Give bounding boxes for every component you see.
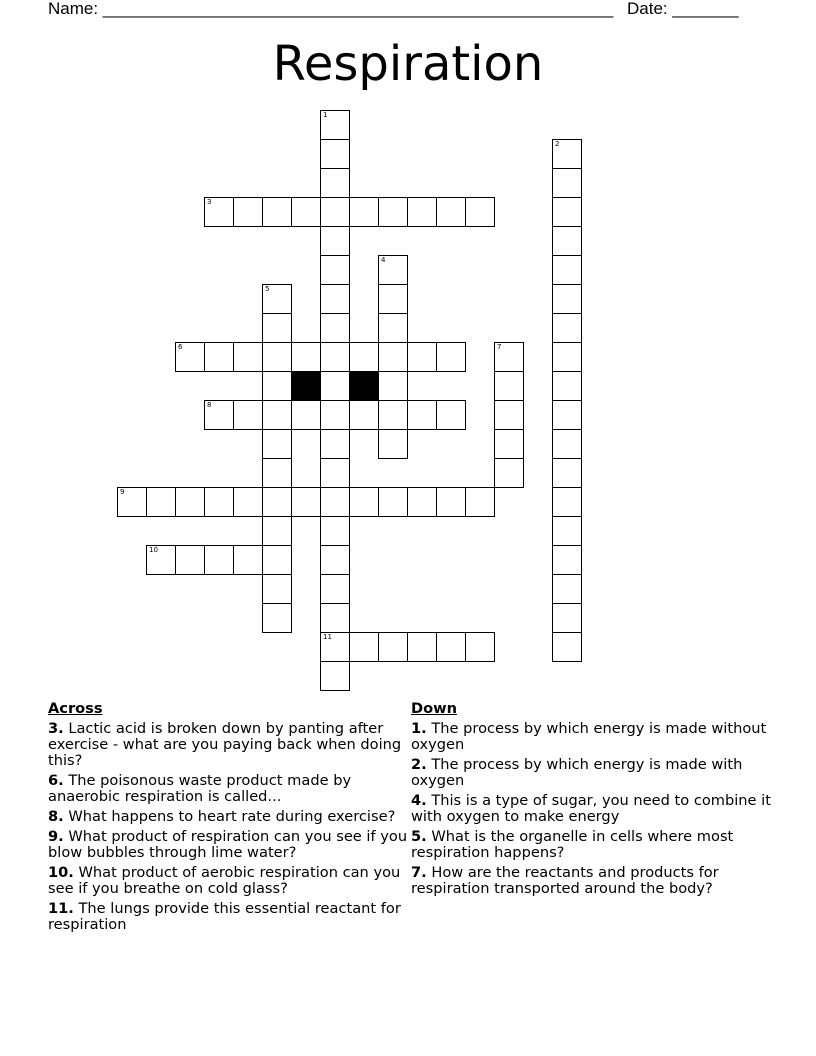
grid-cell[interactable] (262, 371, 292, 401)
clue-across-6: 6. The poisonous waste product made by anaerobic respiration is called... (48, 772, 352, 805)
grid-cell[interactable] (233, 487, 263, 517)
grid-cell[interactable] (320, 226, 350, 256)
grid-cell[interactable] (465, 197, 495, 227)
clue-across-3: 3. Lactic acid is broken down by panting after exercise - what are you paying back when doing this? (48, 720, 402, 769)
down-clues (411, 701, 771, 901)
grid-cell[interactable] (494, 400, 524, 430)
grid-cell[interactable] (378, 400, 408, 430)
grid-cell[interactable] (175, 342, 205, 372)
grid-cell[interactable] (204, 197, 234, 227)
grid-cell[interactable] (262, 313, 292, 343)
clue-number: 6 (178, 343, 183, 351)
grid-cell[interactable] (552, 603, 582, 633)
grid-cell[interactable] (262, 487, 292, 517)
grid-cell[interactable] (204, 545, 234, 575)
grid-cell[interactable] (320, 574, 350, 604)
grid-cell[interactable] (378, 371, 408, 401)
grid-cell[interactable] (262, 458, 292, 488)
clue-down-7: 7. How are the reactants and products for respiration transported around the body? (411, 864, 719, 897)
grid-cell[interactable] (320, 429, 350, 459)
grid-cell[interactable] (291, 400, 321, 430)
grid-cell[interactable] (552, 632, 582, 662)
grid-cell[interactable] (494, 371, 524, 401)
grid-cell[interactable] (320, 603, 350, 633)
grid-cell[interactable] (552, 139, 582, 169)
grid-cell[interactable] (378, 429, 408, 459)
grid-cell[interactable] (378, 342, 408, 372)
grid-cell[interactable] (233, 545, 263, 575)
grid-cell[interactable] (146, 545, 176, 575)
grid-cell[interactable] (320, 313, 350, 343)
grid-cell[interactable] (465, 487, 495, 517)
grid-cell[interactable] (436, 400, 466, 430)
clue-number: 4 (381, 256, 386, 264)
clue-number: 7 (497, 343, 502, 351)
grid-cell[interactable] (146, 487, 176, 517)
grid-cell[interactable] (436, 632, 466, 662)
grid-cell[interactable] (262, 342, 292, 372)
grid-cell[interactable] (320, 632, 350, 662)
clue-down-2: 2. The process by which energy is made with oxygen (411, 756, 743, 789)
grid-block (291, 371, 321, 401)
grid-cell[interactable] (436, 487, 466, 517)
grid-cell[interactable] (262, 284, 292, 314)
grid-cell[interactable] (407, 632, 437, 662)
grid-cell[interactable] (233, 400, 263, 430)
grid-cell[interactable] (494, 342, 524, 372)
grid-cell[interactable] (204, 487, 234, 517)
grid-cell[interactable] (552, 168, 582, 198)
grid-cell[interactable] (552, 487, 582, 517)
grid-cell[interactable] (262, 545, 292, 575)
grid-cell[interactable] (320, 661, 350, 691)
grid-cell[interactable] (349, 632, 379, 662)
grid-cell[interactable] (320, 197, 350, 227)
grid-cell[interactable] (407, 487, 437, 517)
grid-cell[interactable] (349, 400, 379, 430)
grid-cell[interactable] (407, 197, 437, 227)
clue-number: 10 (149, 546, 158, 554)
grid-cell[interactable] (262, 574, 292, 604)
grid-cell[interactable] (552, 197, 582, 227)
grid-cell[interactable] (465, 632, 495, 662)
grid-cell[interactable] (175, 545, 205, 575)
clue-number: 11 (323, 633, 332, 641)
grid-cell[interactable] (552, 400, 582, 430)
grid-cell[interactable] (262, 516, 292, 546)
grid-cell[interactable] (233, 197, 263, 227)
grid-cell[interactable] (262, 603, 292, 633)
clue-number: 1 (323, 111, 328, 119)
grid-cell[interactable] (204, 400, 234, 430)
grid-cell[interactable] (320, 255, 350, 285)
grid-cell[interactable] (552, 226, 582, 256)
grid-cell[interactable] (262, 197, 292, 227)
grid-cell[interactable] (407, 342, 437, 372)
grid-cell[interactable] (378, 197, 408, 227)
grid-cell[interactable] (494, 458, 524, 488)
grid-block (349, 371, 379, 401)
name-field[interactable]: Name: ______________________________________________________ (48, 0, 614, 18)
grid-cell[interactable] (407, 400, 437, 430)
grid-cell[interactable] (320, 284, 350, 314)
clue-across-11: 11. The lungs provide this essential reactant for respiration (48, 900, 401, 933)
grid-cell[interactable] (552, 574, 582, 604)
across-heading: Across (48, 700, 103, 717)
clue-down-4: 4. This is a type of sugar, you need to combine it with oxygen to make energy (411, 792, 771, 825)
grid-cell[interactable] (320, 487, 350, 517)
grid-cell[interactable] (320, 168, 350, 198)
grid-cell[interactable] (320, 458, 350, 488)
grid-cell[interactable] (117, 487, 147, 517)
page-title: Respiration (272, 36, 544, 92)
grid-cell[interactable] (378, 632, 408, 662)
grid-cell[interactable] (378, 487, 408, 517)
clue-number: 8 (207, 401, 212, 409)
grid-cell[interactable] (378, 284, 408, 314)
clue-number: 9 (120, 488, 125, 496)
down-heading: Down (411, 700, 458, 717)
grid-cell[interactable] (320, 400, 350, 430)
grid-cell[interactable] (175, 487, 205, 517)
grid-cell[interactable] (552, 458, 582, 488)
grid-cell[interactable] (552, 255, 582, 285)
grid-cell[interactable] (552, 516, 582, 546)
grid-cell[interactable] (320, 139, 350, 169)
grid-cell[interactable] (291, 342, 321, 372)
grid-cell[interactable] (436, 197, 466, 227)
grid-cell[interactable] (262, 429, 292, 459)
grid-cell[interactable] (378, 255, 408, 285)
clue-across-10: 10. What product of aerobic respiration can you see if you breathe on cold glass? (48, 864, 401, 897)
grid-cell[interactable] (291, 487, 321, 517)
across-clues (48, 701, 408, 937)
grid-cell[interactable] (349, 342, 379, 372)
grid-cell[interactable] (552, 284, 582, 314)
clue-number: 2 (555, 140, 560, 148)
grid-cell[interactable] (204, 342, 234, 372)
grid-cell[interactable] (349, 487, 379, 517)
grid-cell[interactable] (436, 342, 466, 372)
grid-cell[interactable] (262, 400, 292, 430)
grid-cell[interactable] (552, 545, 582, 575)
clue-down-1: 1. The process by which energy is made without oxygen (411, 720, 767, 753)
clue-across-8: 8. What happens to heart rate during exercise? (48, 808, 396, 825)
clue-number: 5 (265, 285, 270, 293)
clue-down-5: 5. What is the organelle in cells where most respiration happens? (411, 828, 734, 861)
grid-cell[interactable] (552, 371, 582, 401)
grid-cell[interactable] (233, 342, 263, 372)
grid-cell[interactable] (552, 342, 582, 372)
grid-cell[interactable] (320, 110, 350, 140)
grid-cell[interactable] (320, 545, 350, 575)
grid-cell[interactable] (320, 371, 350, 401)
date-field[interactable]: Date: _______ (627, 0, 739, 18)
grid-cell[interactable] (291, 197, 321, 227)
grid-cell[interactable] (378, 313, 408, 343)
clue-number: 3 (207, 198, 212, 206)
grid-cell[interactable] (349, 197, 379, 227)
grid-cell[interactable] (320, 342, 350, 372)
grid-cell[interactable] (494, 429, 524, 459)
clue-across-9: 9. What product of respiration can you see if you blow bubbles through lime water? (48, 828, 408, 861)
grid-cell[interactable] (552, 429, 582, 459)
grid-cell[interactable] (320, 516, 350, 546)
grid-cell[interactable] (552, 313, 582, 343)
